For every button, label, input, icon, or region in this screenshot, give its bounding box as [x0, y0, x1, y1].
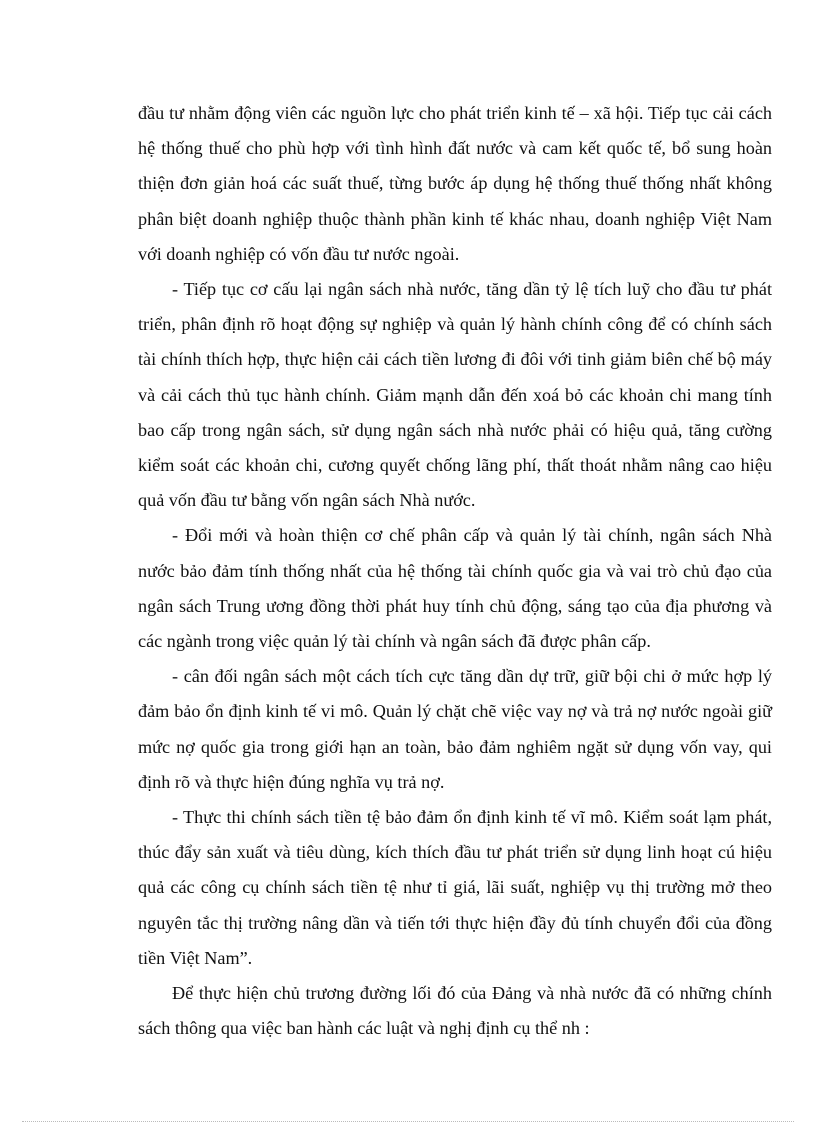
footer-dotted-rule: [22, 1121, 794, 1122]
paragraph-budget-restructure: - Tiếp tục cơ cấu lại ngân sách nhà nước, tăng dần tỷ lệ tích luỹ cho đầu tư phát triển, phân định rõ hoạt động sự nghiệp và quản lý hành chính công để có chính sách tài chính thích hợp, thực hiện cải cách tiền lương đi đôi với tinh giảm biên chế bộ máy và cải cách thủ tục hành chính. Giảm mạnh dẫn đến xoá bỏ các khoản chi mang tính bao cấp trong ngân sách, sử dụng ngân sách nhà nước phải có hiệu quả, tăng cường kiểm soát các khoản chi, cương quyết chống lãng phí, thất thoát nhằm nâng cao hiệu quả vốn đầu tư bằng vốn ngân sách Nhà nước.: [138, 279, 772, 511]
body-text: [138, 96, 772, 1046]
paragraph-continuation: đầu tư nhằm động viên các nguồn lực cho phát triển kinh tế – xã hội. Tiếp tục cải cách hệ thống thuế cho phù hợp với tình hình đất nước và cam kết quốc tế, bổ sung hoàn thiện đơn giản hoá các suất thuế, từng bước áp dụng hệ thống thuế thống nhất không phân biệt doanh nghiệp thuộc thành phần kinh tế khác nhau, doanh nghiệp Việt Nam với doanh nghiệp có vốn đầu tư nước ngoài.: [138, 103, 772, 264]
paragraph-monetary-policy: - Thực thi chính sách tiền tệ bảo đảm ổn định kinh tế vĩ mô. Kiểm soát lạm phát, thúc đẩy sản xuất và tiêu dùng, kích thích đầu tư phát triển sử dụng linh hoạt cú hiệu quả các công cụ chính sách tiền tệ như tỉ giá, lãi suất, nghiệp vụ thị trường mở theo nguyên tắc thị trường nâng dần và tiến tới thực hiện đầy đủ tính chuyển đổi của đồng tiền Việt Nam”.: [138, 807, 772, 968]
paragraph-fiscal-decentralization: - Đổi mới và hoàn thiện cơ chế phân cấp và quản lý tài chính, ngân sách Nhà nước bảo đảm tính thống nhất của hệ thống tài chính quốc gia và vai trò chủ đạo của ngân sách Trung ương đồng thời phát huy tính chủ động, sáng tạo của địa phương và các ngành trong việc quản lý tài chính và ngân sách đã được phân cấp.: [138, 525, 772, 652]
paragraph-budget-balance: - cân đối ngân sách một cách tích cực tăng dần dự trữ, giữ bội chi ở mức hợp lý đảm bảo ổn định kinh tế vi mô. Quản lý chặt chẽ việc vay nợ và trả nợ nước ngoài giữ mức nợ quốc gia trong giới hạn an toàn, bảo đảm nghiêm ngặt sử dụng vốn vay, qui định rõ và thực hiện đúng nghĩa vụ trả nợ.: [138, 666, 772, 792]
paragraph-implementation: Để thực hiện chủ trương đường lối đó của Đảng và nhà nước đã có những chính sách thông qua việc ban hành các luật và nghị định cụ thể nh :: [138, 983, 772, 1039]
